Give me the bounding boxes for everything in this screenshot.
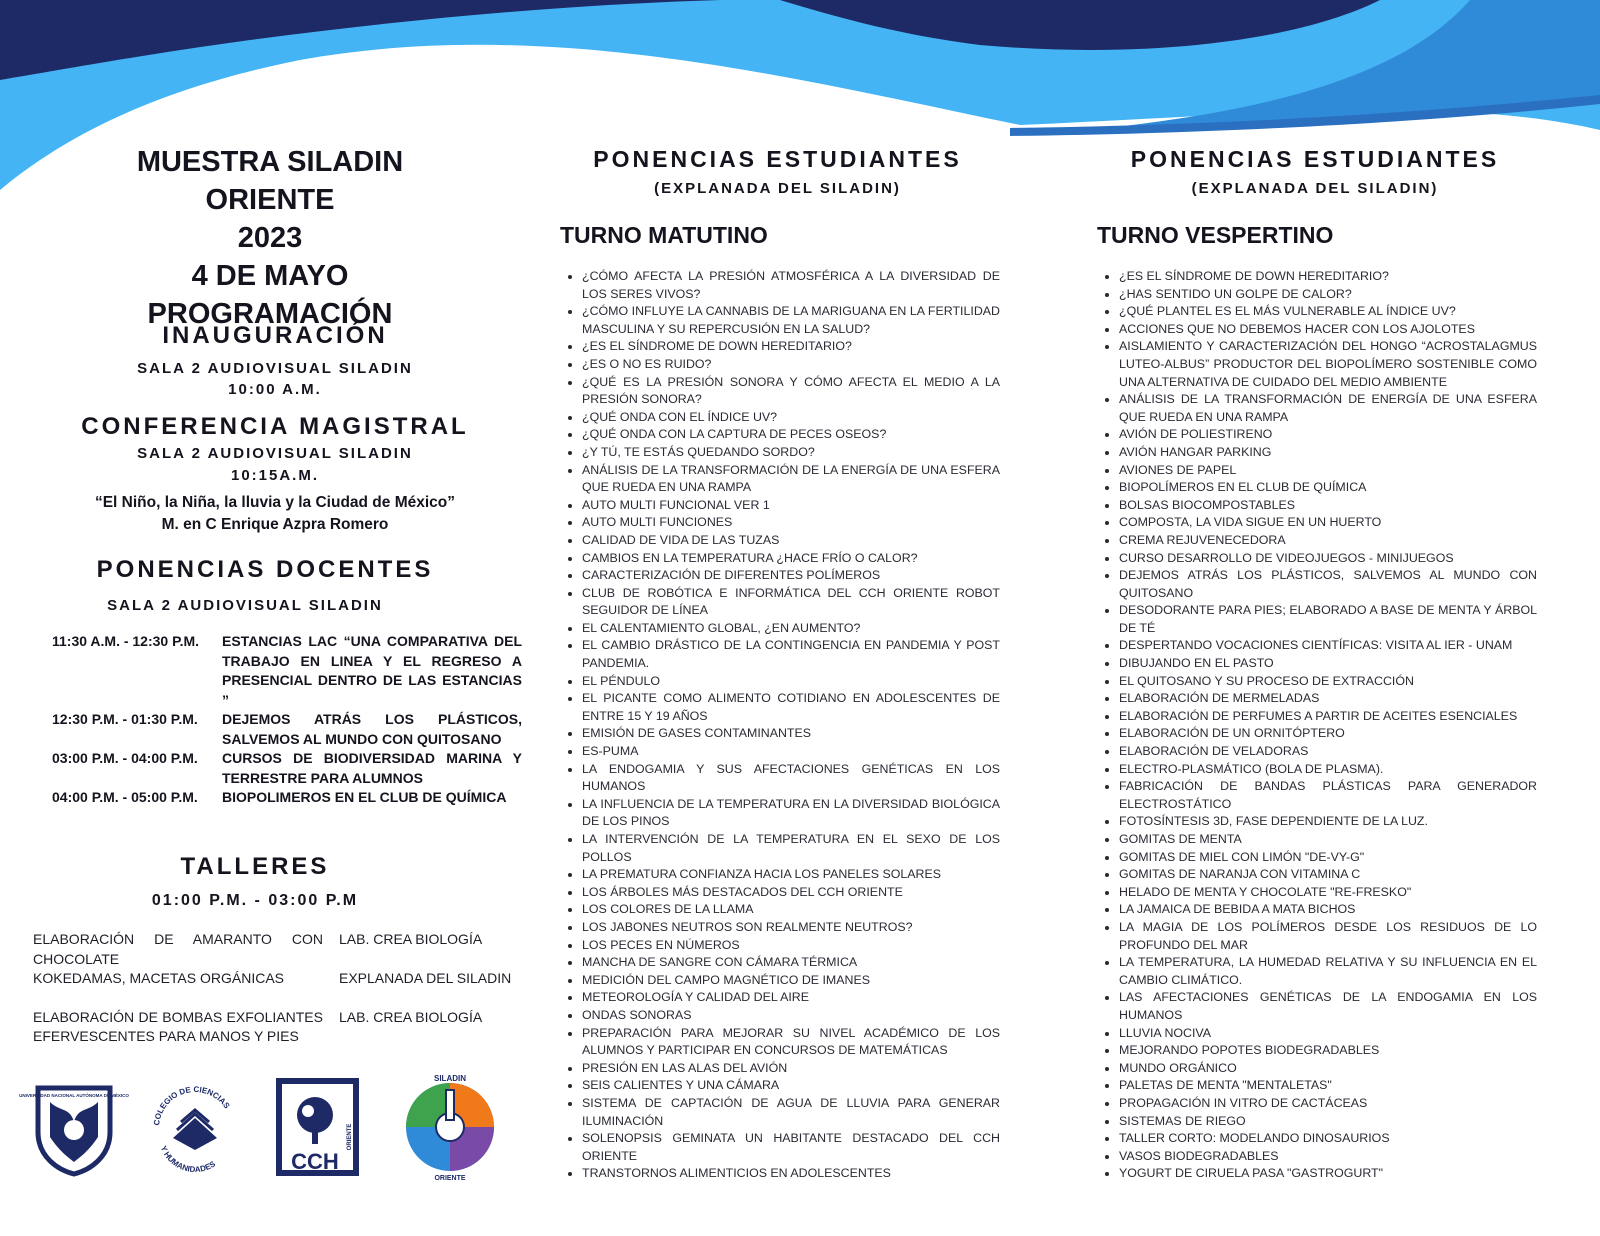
cch-oriente-logo-icon [275,1077,360,1177]
institution-logos [19,1072,530,1182]
talleres-heading: TALLERES [180,853,330,880]
talk-list-item: • CREMA REJUVENECEDORA [1119,532,1537,550]
schedule-row [52,632,522,710]
talk-list-item: • ¿CÓMO AFECTA LA PRESIÓN ATMOSFÉRICA A LA DIVERSIDAD DE LOS SERES VIVOS? [582,268,1000,303]
talk-list-item: • SEIS CALIENTES Y UNA CÁMARA [582,1077,1000,1095]
talk-list-item: • AUTO MULTI FUNCIONES [582,514,1000,532]
talk-list-item: • ¿Y TÚ, TE ESTÁS QUEDANDO SORDO? [582,444,1000,462]
talk-list-item: • PRESIÓN EN LAS ALAS DEL AVIÓN [582,1060,1000,1078]
talk-list-item: • LOS PECES EN NÚMEROS [582,937,1000,955]
ponencias-docentes-heading: PONENCIAS DOCENTES [96,556,434,583]
talk-list-item: • CLUB DE ROBÓTICA E INFORMÁTICA DEL CCH ORIENTE ROBOT SEGUIDOR DE LÍNEA [582,585,1000,620]
talk-list-item: • GOMITAS DE MENTA [1119,831,1537,849]
talk-list-item: • LA INFLUENCIA DE LA TEMPERATURA EN LA DIVERSIDAD BIOLÓGICA DE LOS PINOS [582,796,1000,831]
conferencia-talk-title: “El Niño, la Niña, la lluvia y la Ciudad de México” [94,494,456,511]
talk-list-item: • LOS JABONES NEUTROS SON REALMENTE NEUTROS? [582,919,1000,937]
inauguracion-heading: INAUGURACIÓN [162,322,388,349]
matutino-list [560,268,1000,1183]
conferencia-speaker: M. en C Enrique Azpra Romero [161,516,389,533]
talk-list-item: • GOMITAS DE NARANJA CON VITAMINA C [1119,866,1537,884]
taller-place: EXPLANADA DEL SILADIN [339,970,512,986]
siladin-logo-subtext: ORIENTE [434,1175,466,1182]
talk-list-item: • SISTEMA DE CAPTACIÓN DE AGUA DE LLUVIA PARA GENERAR ILUMINACIÓN [582,1095,1000,1130]
talk-list-item: • EL CAMBIO DRÁSTICO DE LA CONTINGENCIA EN PANDEMIA Y POST PANDEMIA. [582,637,1000,672]
docentes-schedule [52,632,522,808]
talk-list-item: • ¿ES EL SÍNDROME DE DOWN HEREDITARIO? [1119,268,1537,286]
talk-list-item: • ELABORACIÓN DE UN ORNITÓPTERO [1119,725,1537,743]
siladin-logo-text: SILADIN [434,1074,466,1083]
talk-list-item: • ANÁLISIS DE LA TRANSFORMACIÓN DE ENERGÍA DE UNA ESFERA QUE RUEDA EN UNA RAMPA [1119,391,1537,426]
unam-shield-logo-icon [19,1082,129,1177]
talk-list-item: • MANCHA DE SANGRE CON CÁMARA TÉRMICA [582,954,1000,972]
talk-list-item: • ACCIONES QUE NO DEBEMOS HACER CON LOS AJOLOTES [1119,321,1537,339]
turno-matutino-title: TURNO MATUTINO [560,222,768,248]
talk-list-item: • ELECTRO-PLASMÁTICO (BOLA DE PLASMA). [1119,761,1537,779]
talk-list-item: • EMISIÓN DE GASES CONTAMINANTES [582,725,1000,743]
talk-list-item: • BOLSAS BIOCOMPOSTABLES [1119,497,1537,515]
event-title-line: MUESTRA SILADIN ORIENTE [136,146,404,216]
schedule-title: BIOPOLIMEROS EN EL CLUB DE QUÍMICA [222,789,507,805]
talk-list-item: • METEOROLOGÍA Y CALIDAD DEL AIRE [582,989,1000,1007]
talk-list-item: • SISTEMAS DE RIEGO [1119,1113,1537,1131]
turno-vespertino-title: TURNO VESPERTINO [1097,222,1334,248]
ponencias-docentes-place: SALA 2 AUDIOVISUAL SILADIN [107,597,383,614]
inauguracion-time: 10:00 A.M. [228,381,322,398]
talk-list-item: • AVIÓN DE POLIESTIRENO [1119,426,1537,444]
talk-list-item: • CARACTERIZACIÓN DE DIFERENTES POLÍMEROS [582,567,1000,585]
talk-list-item: • DIBUJANDO EN EL PASTO [1119,655,1537,673]
talk-list-item: • DEJEMOS ATRÁS LOS PLÁSTICOS, SALVEMOS AL MUNDO CON QUITOSANO [1119,567,1537,602]
taller-row [33,969,533,989]
cch-logo-subtext: ORIENTE [347,1123,353,1151]
talk-list-item: • LLUVIA NOCIVA [1119,1025,1537,1043]
siladin-oriente-logo-icon [400,1072,500,1182]
vespertino-list [1097,268,1537,1183]
schedule-row [52,788,522,808]
talk-list-item: • LA TEMPERATURA, LA HUMEDAD RELATIVA Y SU INFLUENCIA EN EL CAMBIO CLIMÁTICO. [1119,954,1537,989]
talk-list-item: • EL QUITOSANO Y SU PROCESO DE EXTRACCIÓN [1119,673,1537,691]
talk-list-item: • MEDICIÓN DEL CAMPO MAGNÉTICO DE IMANES [582,972,1000,990]
talk-list-item: • GOMITAS DE MIEL CON LIMÓN "DE-VY-G" [1119,849,1537,867]
talk-list-item: • ELABORACIÓN DE MERMELADAS [1119,690,1537,708]
schedule-time: 12:30 P.M. - 01:30 P.M. [52,711,198,727]
talk-list-item: • DESODORANTE PARA PIES; ELABORADO A BASE DE MENTA Y ÁRBOL DE TÉ [1119,602,1537,637]
svg-text:COLEGIO DE CIENCIAS: COLEGIO DE CIENCIAS [152,1084,232,1127]
taller-place: LAB. CREA BIOLOGÍA [339,1008,483,1025]
talk-list-item: • ¿QUÉ PLANTEL ES EL MÁS VULNERABLE AL ÍNDICE UV? [1119,303,1537,321]
talk-list-item: • LA JAMAICA DE BEBIDA A MATA BICHOS [1119,901,1537,919]
talk-list-item: • ELABORACIÓN DE PERFUMES A PARTIR DE ACEITES ESENCIALES [1119,708,1537,726]
talk-list-item: • BIOPOLÍMEROS EN EL CLUB DE QUÍMICA [1119,479,1537,497]
talk-list-item: • FABRICACIÓN DE BANDAS PLÁSTICAS PARA GENERADOR ELECTROSTÁTICO [1119,778,1537,813]
talk-list-item: • HELADO DE MENTA Y CHOCOLATE "RE-FRESKO" [1119,884,1537,902]
talk-list-item: • SOLENOPSIS GEMINATA UN HABITANTE DESTACADO DEL CCH ORIENTE [582,1130,1000,1165]
talk-list-item: • ES-PUMA [582,743,1000,761]
talk-list-item: • AVIÓN HANGAR PARKING [1119,444,1537,462]
talk-list-item: • FOTOSÍNTESIS 3D, FASE DEPENDIENTE DE LA LUZ. [1119,813,1537,831]
talk-list-item: • MUNDO ORGÁNICO [1119,1060,1537,1078]
taller-row [33,930,533,969]
schedule-title: CURSOS DE BIODIVERSIDAD MARINA Y TERRESTRE PARA ALUMNOS [222,750,522,786]
talk-list-item: • PROPAGACIÓN IN VITRO DE CACTÁCEAS [1119,1095,1537,1113]
talk-list-item: • ONDAS SONORAS [582,1007,1000,1025]
taller-name: ELABORACIÓN DE AMARANTO CON CHOCOLATE [33,931,323,967]
vespertino-header: PONENCIAS ESTUDIANTES [1130,146,1500,172]
talk-list-item: • LA ENDOGAMIA Y SUS AFECTACIONES GENÉTICAS EN LOS HUMANOS [582,761,1000,796]
taller-name: ELABORACIÓN DE BOMBAS EXFOLIANTES EFERVESCENTES PARA MANOS Y PIES [33,1008,323,1044]
taller-row [33,1008,533,1047]
schedule-title: DEJEMOS ATRÁS LOS PLÁSTICOS, SALVEMOS AL MUNDO CON QUITOSANO [222,711,522,747]
talk-list-item: • LAS AFECTACIONES GENÉTICAS DE LA ENDOGAMIA EN LOS HUMANOS [1119,989,1537,1024]
taller-name: KOKEDAMAS, MACETAS ORGÁNICAS [33,970,285,986]
vespertino-subheader: (EXPLANADA DEL SILADIN) [1191,180,1439,197]
talk-list-item: • EL PÉNDULO [582,673,1000,691]
talk-list-item: • ¿CÓMO INFLUYE LA CANNABIS DE LA MARIGUANA EN LA FERTILIDAD MASCULINA Y SU REPERCUSIÓN EN LA SALUD? [582,303,1000,338]
cch-logo-text: CCH [291,1149,339,1174]
talk-list-item: • DESPERTANDO VOCACIONES CIENTÍFICAS: VISITA AL IER - UNAM [1119,637,1537,655]
schedule-title: ESTANCIAS LAC “UNA COMPARATIVA DEL TRABAJO EN LINEA Y EL REGRESO A PRESENCIAL DENTRO DE LAS ESTANCIAS ” [222,633,522,708]
talk-list-item: • VASOS BIODEGRADABLES [1119,1148,1537,1166]
talk-list-item: • ELABORACIÓN DE VELADORAS [1119,743,1537,761]
talk-list-item: • ¿QUÉ ONDA CON LA CAPTURA DE PECES OSEOS? [582,426,1000,444]
talk-list-item: • TRANSTORNOS ALIMENTICIOS EN ADOLESCENTES [582,1165,1000,1183]
matutino-subheader: (EXPLANADA DEL SILADIN) [654,180,901,197]
talk-list-item: • EL PICANTE COMO ALIMENTO COTIDIANO EN ADOLESCENTES DE ENTRE 15 Y 19 AÑOS [582,690,1000,725]
matutino-header: PONENCIAS ESTUDIANTES [593,146,962,172]
talk-list-item: • MEJORANDO POPOTES BIODEGRADABLES [1119,1042,1537,1060]
talk-list-item: • ANÁLISIS DE LA TRANSFORMACIÓN DE LA ENERGÍA DE UNA ESFERA QUE RUEDA EN UNA RAMPA [582,462,1000,497]
schedule-row [52,749,522,788]
talk-list-item: • LA PREMATURA CONFIANZA HACIA LOS PANELES SOLARES [582,866,1000,884]
talk-list-item: • PREPARACIÓN PARA MEJORAR SU NIVEL ACADÉMICO DE LOS ALUMNOS Y PARTICIPAR EN CONCURSOS DE MATEMÁTICAS [582,1025,1000,1060]
taller-place: LAB. CREA BIOLOGÍA [339,931,483,947]
talk-list-item: • PALETAS DE MENTA "MENTALETAS" [1119,1077,1537,1095]
talk-list-item: • ¿ES O NO ES RUIDO? [582,356,1000,374]
talk-list-item: • LA MAGIA DE LOS POLÍMEROS DESDE LOS RESIDUOS DE LO PROFUNDO DEL MAR [1119,919,1537,954]
talk-list-item: • COMPOSTA, LA VIDA SIGUE EN UN HUERTO [1119,514,1537,532]
schedule-time: 11:30 A.M. - 12:30 P.M. [52,633,200,649]
conferencia-heading: CONFERENCIA MAGISTRAL [81,413,469,440]
colegio-ciencias-humanidades-logo-icon [145,1078,245,1178]
talk-list-item: • LA INTERVENCIÓN DE LA TEMPERATURA EN EL SEXO DE LOS POLLOS [582,831,1000,866]
event-title [70,143,470,333]
event-title-line: 4 DE MAYO [191,260,349,292]
talk-list-item: • LOS ÁRBOLES MÁS DESTACADOS DEL CCH ORIENTE [582,884,1000,902]
conferencia-time: 10:15A.M. [230,467,320,484]
unam-logo-text: UNIVERSIDAD NACIONAL AUTÓNOMA DE MÉXICO [19,1093,129,1098]
talk-list-item: • AVIONES DE PAPEL [1119,462,1537,480]
event-title-line: 2023 [237,222,303,254]
talk-list-item: • EL CALENTAMIENTO GLOBAL, ¿EN AUMENTO? [582,620,1000,638]
talk-list-item: • CAMBIOS EN LA TEMPERATURA ¿HACE FRÍO O CALOR? [582,550,1000,568]
event-title-line: PROGRAMACIÓN [147,298,393,330]
conferencia-place: SALA 2 AUDIOVISUAL SILADIN [137,445,413,462]
talk-list-item: • AUTO MULTI FUNCIONAL VER 1 [582,497,1000,515]
talk-list-item: • YOGURT DE CIRUELA PASA "GASTROGURT" [1119,1165,1537,1183]
talk-list-item: • ¿QUÉ ES LA PRESIÓN SONORA Y CÓMO AFECTA EL MEDIO A LA PRESIÓN SONORA? [582,374,1000,409]
svg-text:Y HUMANIDADES: Y HUMANIDADES [158,1144,218,1175]
talk-list-item: • ¿ES EL SÍNDROME DE DOWN HEREDITARIO? [582,338,1000,356]
talk-list-item: • ¿HAS SENTIDO UN GOLPE DE CALOR? [1119,286,1537,304]
talk-list-item: • TALLER CORTO: MODELANDO DINOSAURIOS [1119,1130,1537,1148]
schedule-time: 03:00 P.M. - 04:00 P.M. [52,750,198,766]
inauguracion-place: SALA 2 AUDIOVISUAL SILADIN [137,360,413,377]
talk-list-item: • AISLAMIENTO Y CARACTERIZACIÓN DEL HONGO “ACROSTALAGMUS LUTEO-ALBUS” PRODUCTOR DEL BIOPOLÍMERO SOSTENIBLE COMO UNA ALTERNATIVA DE CUIDADO DEL MEDIO AMBIENTE [1119,338,1537,391]
talleres-time: 01:00 P.M. - 03:00 P.M [151,892,359,909]
schedule-row [52,710,522,749]
talk-list-item: • CALIDAD DE VIDA DE LAS TUZAS [582,532,1000,550]
talk-list-item: • ¿QUÉ ONDA CON EL ÍNDICE UV? [582,409,1000,427]
talk-list-item: • LOS COLORES DE LA LLAMA [582,901,1000,919]
cch-colegio-logo-text: COLEGIO DE CIENCIAS Y HUMANIDADES [185,1177,205,1178]
schedule-time: 04:00 P.M. - 05:00 P.M. [52,789,198,805]
talleres-list [33,930,533,1047]
talk-list-item: • CURSO DESARROLLO DE VIDEOJUEGOS - MINIJUEGOS [1119,550,1537,568]
